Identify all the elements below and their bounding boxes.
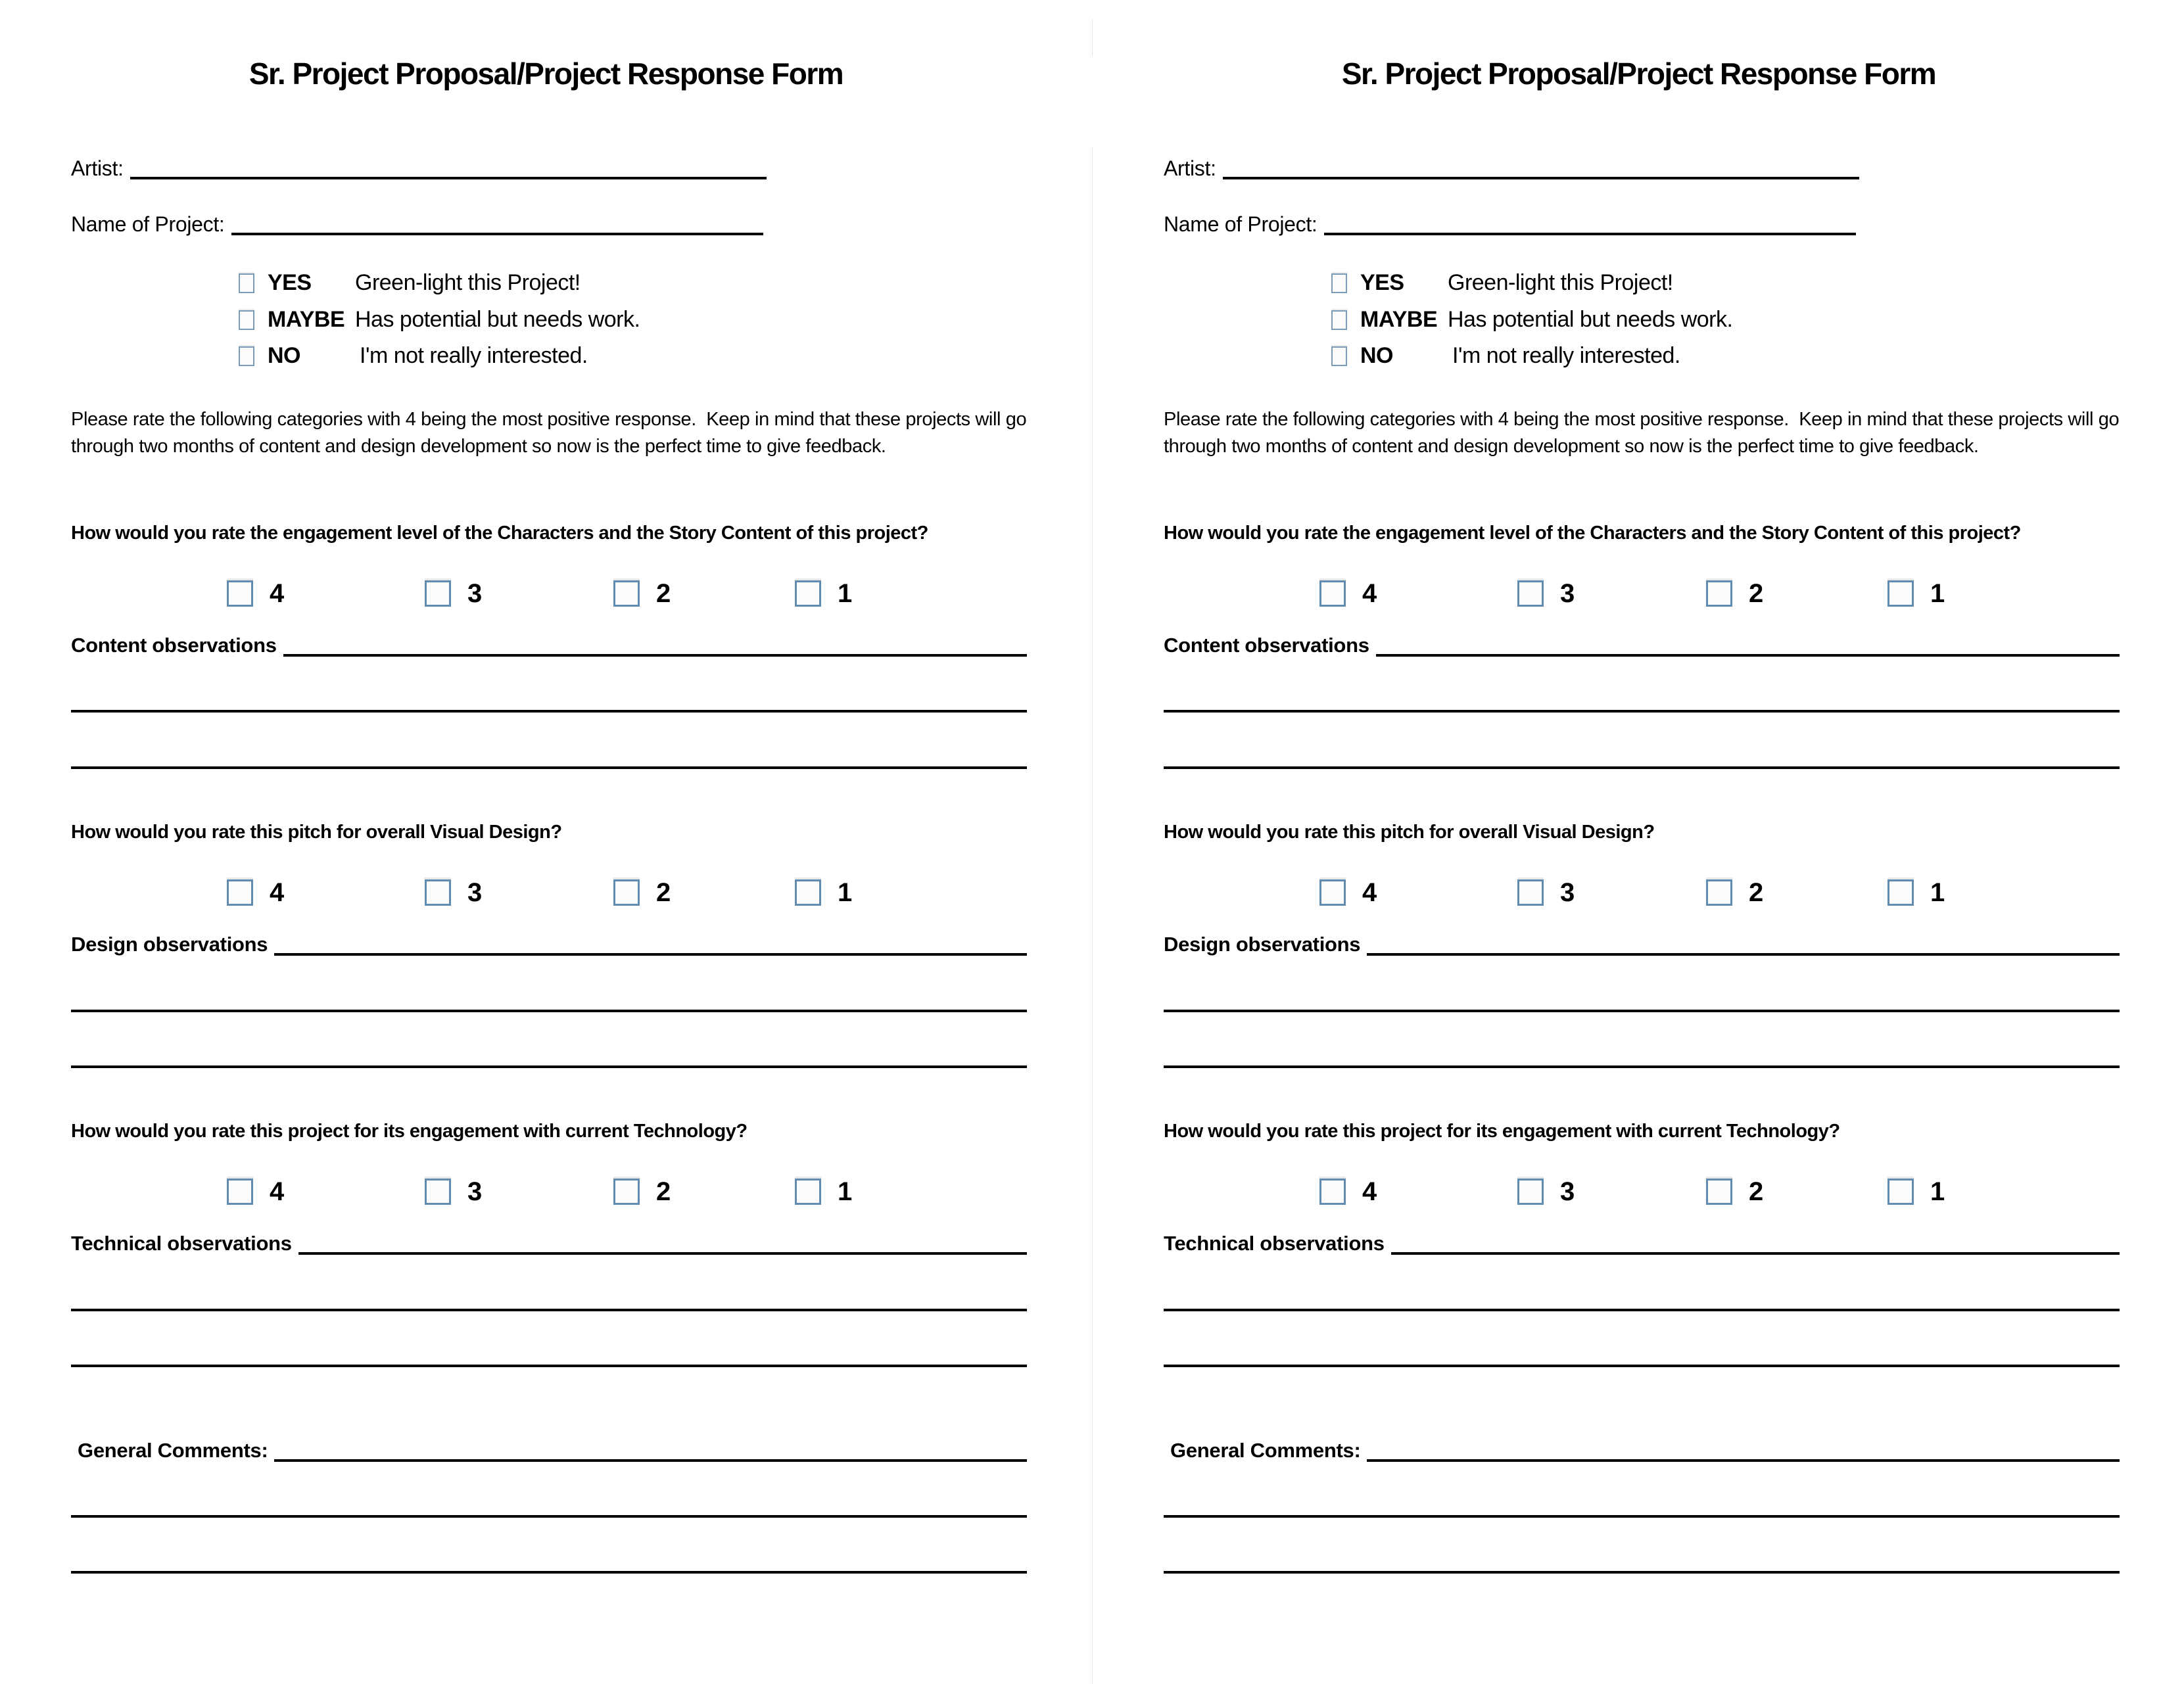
design-observations-label: Design observations <box>71 933 268 956</box>
project-name-label: Name of Project: <box>71 212 225 236</box>
question-characters-story: How would you rate the engagement level of the Characters and the Story Content of this project? <box>1164 523 2021 544</box>
page-title: Sr. Project Proposal/Project Response Form <box>249 57 843 91</box>
rating-item <box>1706 580 1763 607</box>
ruled-line <box>71 1309 1027 1311</box>
technical-observations-label: Technical observations <box>1164 1232 1385 1255</box>
project-name-input-line <box>231 233 763 235</box>
general-comments-line <box>274 1459 1027 1462</box>
no-description: I'm not really interested. <box>360 343 588 368</box>
no-description: I'm not really interested. <box>1452 343 1680 368</box>
rating-item <box>1517 580 1575 607</box>
instructions-paragraph: Please rate the following categories with 4 being the most positive response. Keep in mind that these projects will go through two months of content and design development so now is the perfect time to give feedback. <box>71 409 1032 457</box>
rating-3-checkbox[interactable] <box>1517 1179 1544 1205</box>
rating-2-label: 2 <box>1749 878 1764 907</box>
artist-label: Artist: <box>1164 156 1216 180</box>
rating-item <box>1706 879 1763 906</box>
content-observations-label: Content observations <box>1164 634 1369 657</box>
rating-4-label: 4 <box>1362 878 1377 907</box>
rating-item <box>227 1179 284 1205</box>
project-name-field <box>71 213 763 235</box>
artist-label: Artist: <box>71 156 124 180</box>
design-observations-line <box>274 953 1027 956</box>
technical-observations-line <box>1391 1252 2120 1255</box>
rating-2-checkbox[interactable] <box>1706 580 1732 607</box>
rating-item <box>1887 879 1945 906</box>
yes-label: YES <box>1360 270 1404 295</box>
yes-description: Green-light this Project! <box>1448 270 1673 295</box>
rating-4-checkbox[interactable] <box>227 879 253 906</box>
general-comments-field <box>1170 1439 2120 1462</box>
question-technology: How would you rate this project for its engagement with current Technology? <box>71 1121 748 1142</box>
design-observations-label: Design observations <box>1164 933 1361 956</box>
project-name-input-line <box>1324 233 1856 235</box>
rating-3-checkbox[interactable] <box>425 1179 451 1205</box>
rating-4-label: 4 <box>1362 579 1377 608</box>
rating-1-label: 1 <box>1930 1177 1945 1206</box>
rating-4-label: 4 <box>1362 1177 1377 1206</box>
yes-checkbox[interactable] <box>1331 273 1347 293</box>
ruled-line <box>71 1365 1027 1367</box>
project-name-field <box>1164 213 1856 235</box>
ruled-line <box>1164 1010 2120 1012</box>
rating-1-checkbox[interactable] <box>795 1179 821 1205</box>
form-page-2 <box>1093 0 2184 1684</box>
rating-1-checkbox[interactable] <box>1887 1179 1914 1205</box>
maybe-description: Has potential but needs work. <box>1448 307 1733 332</box>
rating-2-label: 2 <box>656 1177 671 1206</box>
rating-1-checkbox[interactable] <box>1887 580 1914 607</box>
yes-label: YES <box>268 270 312 295</box>
rating-4-label: 4 <box>270 1177 285 1206</box>
rating-item <box>227 879 284 906</box>
rating-3-label: 3 <box>1560 1177 1575 1206</box>
design-observations-line <box>1367 953 2120 956</box>
ruled-line <box>71 710 1027 713</box>
project-name-label: Name of Project: <box>1164 212 1318 236</box>
rating-1-label: 1 <box>838 579 853 608</box>
rating-item <box>795 580 852 607</box>
general-comments-field <box>78 1439 1027 1462</box>
rating-1-label: 1 <box>1930 579 1945 608</box>
artist-input-line <box>1223 177 1859 179</box>
design-observations-field <box>71 933 1027 956</box>
yes-checkbox[interactable] <box>239 273 254 293</box>
artist-input-line <box>130 177 767 179</box>
rating-4-checkbox[interactable] <box>1319 1179 1346 1205</box>
page-title: Sr. Project Proposal/Project Response Form <box>1341 57 1936 91</box>
rating-item <box>1887 580 1945 607</box>
no-checkbox[interactable] <box>1331 346 1347 366</box>
ruled-line <box>71 1065 1027 1068</box>
no-label: NO <box>268 343 300 368</box>
artist-field <box>1164 157 1859 179</box>
rating-item <box>613 879 671 906</box>
rating-3-checkbox[interactable] <box>1517 580 1544 607</box>
content-observations-line <box>1376 654 2120 657</box>
technical-observations-line <box>298 1252 1027 1255</box>
rating-1-label: 1 <box>838 878 853 907</box>
rating-1-checkbox[interactable] <box>1887 879 1914 906</box>
rating-3-label: 3 <box>467 579 483 608</box>
yes-description: Green-light this Project! <box>355 270 581 295</box>
rating-2-label: 2 <box>1749 579 1764 608</box>
rating-4-checkbox[interactable] <box>227 580 253 607</box>
rating-2-label: 2 <box>656 878 671 907</box>
rating-3-checkbox[interactable] <box>425 879 451 906</box>
instructions-paragraph: Please rate the following categories with 4 being the most positive response. Keep in mind that these projects will go through two months of content and design development so now is the perfect time to give feedback. <box>1164 409 2124 457</box>
rating-1-checkbox[interactable] <box>795 879 821 906</box>
content-observations-field <box>71 634 1027 657</box>
maybe-checkbox[interactable] <box>239 310 254 330</box>
rating-2-checkbox[interactable] <box>1706 1179 1732 1205</box>
artist-field <box>71 157 767 179</box>
rating-1-label: 1 <box>1930 878 1945 907</box>
ruled-line <box>1164 1365 2120 1367</box>
design-observations-field <box>1164 933 2120 956</box>
ruled-line <box>71 1515 1027 1518</box>
rating-2-checkbox[interactable] <box>613 1179 640 1205</box>
technical-observations-label: Technical observations <box>71 1232 292 1255</box>
rating-item <box>1887 1179 1945 1205</box>
rating-item <box>425 580 482 607</box>
rating-item <box>227 580 284 607</box>
rating-item <box>425 1179 482 1205</box>
rating-2-label: 2 <box>1749 1177 1764 1206</box>
question-visual-design: How would you rate this pitch for overall Visual Design? <box>71 822 562 843</box>
rating-4-label: 4 <box>270 878 285 907</box>
rating-3-checkbox[interactable] <box>425 580 451 607</box>
rating-item <box>613 580 671 607</box>
rating-item <box>1319 879 1377 906</box>
ruled-line <box>71 766 1027 769</box>
rating-4-checkbox[interactable] <box>1319 580 1346 607</box>
ruled-line <box>1164 710 2120 713</box>
no-checkbox[interactable] <box>239 346 254 366</box>
rating-2-label: 2 <box>656 579 671 608</box>
ruled-line <box>1164 1515 2120 1518</box>
maybe-description: Has potential but needs work. <box>355 307 640 332</box>
ruled-line <box>1164 766 2120 769</box>
rating-item <box>1517 879 1575 906</box>
question-characters-story: How would you rate the engagement level of the Characters and the Story Content of this project? <box>71 523 928 544</box>
rating-item <box>613 1179 671 1205</box>
maybe-checkbox[interactable] <box>1331 310 1347 330</box>
rating-1-checkbox[interactable] <box>795 580 821 607</box>
rating-3-label: 3 <box>1560 878 1575 907</box>
rating-2-checkbox[interactable] <box>613 580 640 607</box>
rating-3-checkbox[interactable] <box>1517 879 1544 906</box>
rating-item <box>1319 1179 1377 1205</box>
rating-item <box>1517 1179 1575 1205</box>
no-label: NO <box>1360 343 1393 368</box>
rating-4-label: 4 <box>270 579 285 608</box>
maybe-label: MAYBE <box>268 307 345 332</box>
ruled-line <box>1164 1065 2120 1068</box>
rating-item <box>1706 1179 1763 1205</box>
rating-item <box>425 879 482 906</box>
general-comments-label: General Comments: <box>78 1439 268 1462</box>
rating-3-label: 3 <box>467 1177 483 1206</box>
content-observations-line <box>283 654 1027 657</box>
rating-item <box>795 879 852 906</box>
technical-observations-field <box>71 1232 1027 1255</box>
maybe-label: MAYBE <box>1360 307 1438 332</box>
ruled-line <box>71 1010 1027 1012</box>
rating-2-checkbox[interactable] <box>1706 879 1732 906</box>
general-comments-label: General Comments: <box>1170 1439 1361 1462</box>
rating-item <box>1319 580 1377 607</box>
rating-1-label: 1 <box>838 1177 853 1206</box>
rating-2-checkbox[interactable] <box>613 879 640 906</box>
content-observations-label: Content observations <box>71 634 277 657</box>
rating-item <box>795 1179 852 1205</box>
rating-3-label: 3 <box>467 878 483 907</box>
technical-observations-field <box>1164 1232 2120 1255</box>
ruled-line <box>1164 1309 2120 1311</box>
general-comments-line <box>1367 1459 2120 1462</box>
rating-3-label: 3 <box>1560 579 1575 608</box>
ruled-line <box>71 1571 1027 1574</box>
content-observations-field <box>1164 634 2120 657</box>
rating-4-checkbox[interactable] <box>227 1179 253 1205</box>
question-visual-design: How would you rate this pitch for overall Visual Design? <box>1164 822 1655 843</box>
question-technology: How would you rate this project for its engagement with current Technology? <box>1164 1121 1840 1142</box>
rating-4-checkbox[interactable] <box>1319 879 1346 906</box>
ruled-line <box>1164 1571 2120 1574</box>
